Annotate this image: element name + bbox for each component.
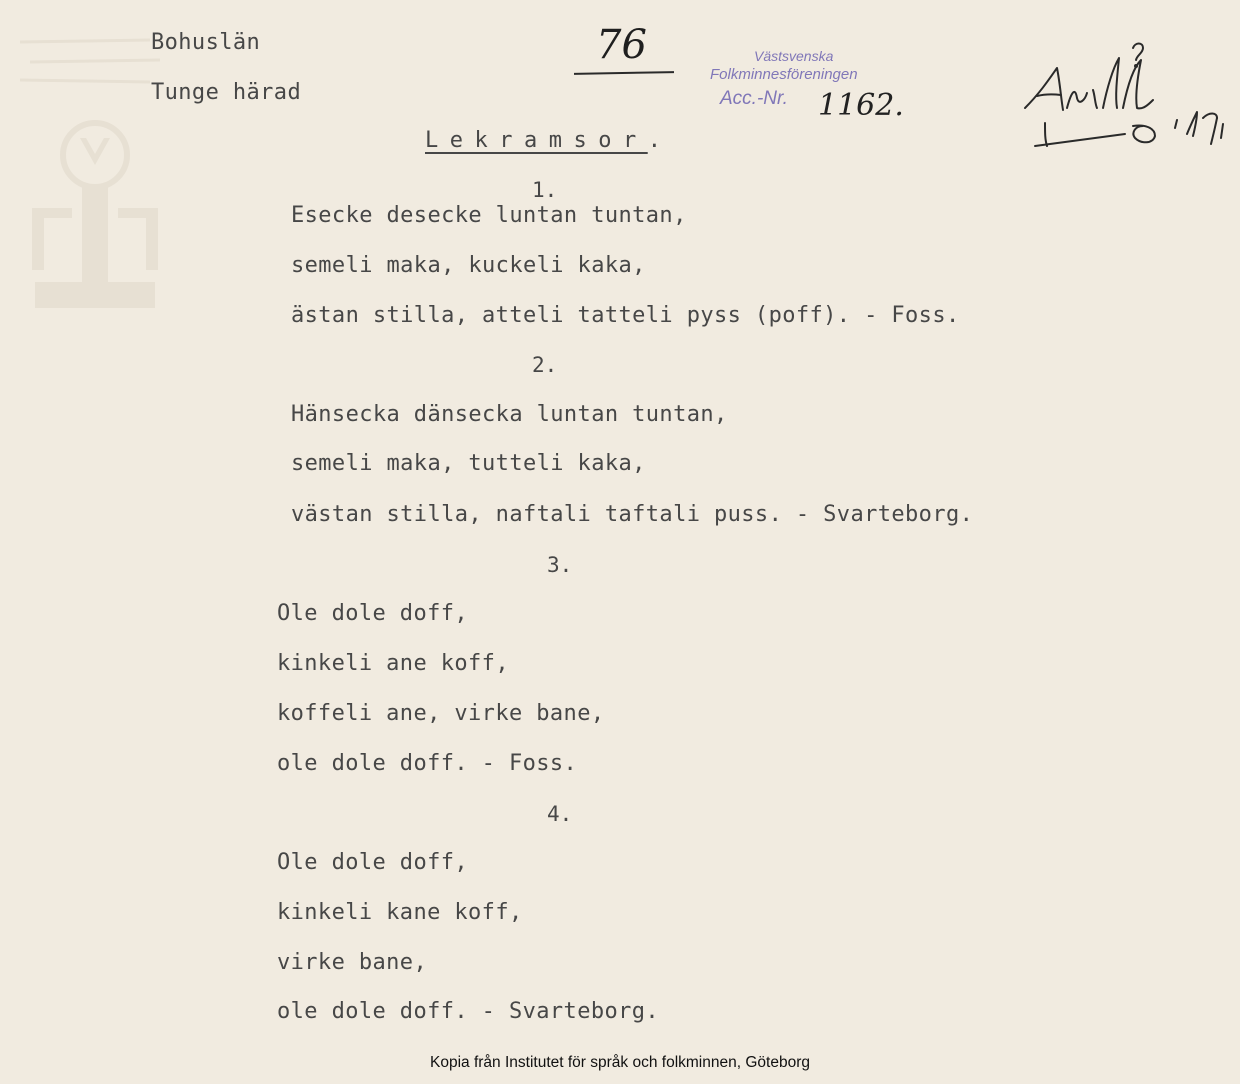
- verse-number: 3.: [547, 553, 573, 577]
- province-label: Bohuslän: [151, 30, 261, 55]
- verse-line: koffeli ane, virke bane,: [277, 701, 605, 726]
- verse-line: ole dole doff. - Svarteborg.: [277, 999, 660, 1024]
- stamp-line-3: Acc.-Nr.: [720, 88, 788, 109]
- title-text: Lekramsor: [425, 128, 648, 153]
- verse-line: semeli maka, kuckeli kaka,: [291, 253, 646, 278]
- verse-line: Hänsecka dänsecka luntan tuntan,: [291, 402, 728, 427]
- verse-line: virke bane,: [277, 950, 428, 975]
- district-label: Tunge härad: [151, 80, 302, 105]
- accession-number: 1162.: [818, 88, 904, 123]
- stamp-line-1: Västsvenska: [754, 48, 834, 64]
- verse-line: Ole dole doff,: [277, 850, 469, 875]
- stamp-line-2: Folkminnesföreningen: [710, 66, 858, 83]
- verse-number: 4.: [547, 802, 573, 826]
- footer-credit: Kopia från Institutet för språk och folkminnen, Göteborg: [430, 1054, 810, 1071]
- verse-line: kinkeli kane koff,: [277, 900, 523, 925]
- verse-line: Ole dole doff,: [277, 601, 469, 626]
- watermark-logo-icon: [20, 20, 170, 320]
- verse-number: 2.: [532, 353, 558, 377]
- verse-line: västan stilla, naftali taftali puss. - Svarteborg.: [291, 502, 974, 527]
- document-title: [425, 128, 672, 153]
- verse-line: Esecke desecke luntan tuntan,: [291, 203, 687, 228]
- handwritten-signature-icon: [1015, 38, 1240, 158]
- verse-number: 1.: [532, 178, 558, 202]
- page-number-underline: [574, 71, 674, 75]
- title-period: .: [647, 128, 673, 153]
- verse-line: kinkeli ane koff,: [277, 651, 509, 676]
- verse-line: ästan stilla, atteli tatteli pyss (poff). - Foss.: [291, 303, 960, 328]
- verse-line: ole dole doff. - Foss.: [277, 751, 578, 776]
- verse-line: semeli maka, tutteli kaka,: [291, 451, 646, 476]
- page-number: 76: [596, 22, 647, 68]
